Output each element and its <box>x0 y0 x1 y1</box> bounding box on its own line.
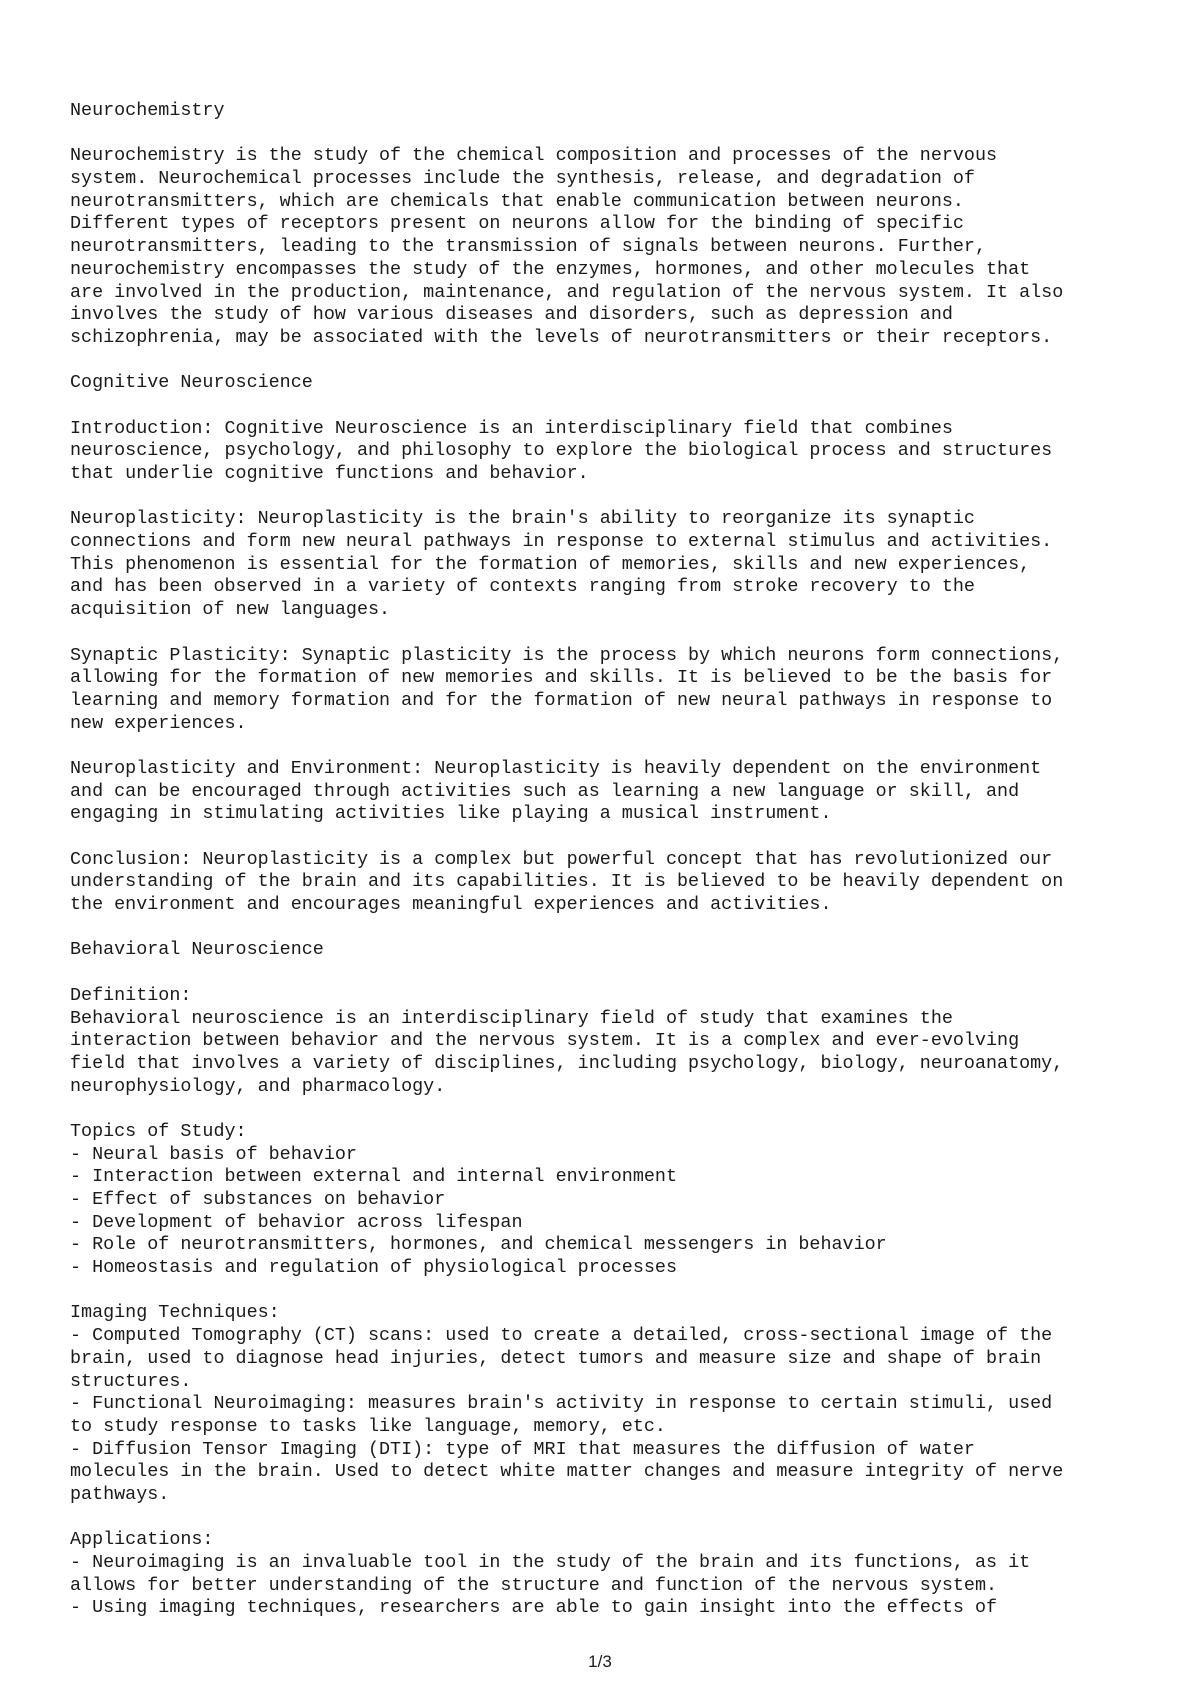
text-line: Different types of receptors present on neurons allow for the binding of specific <box>70 213 964 235</box>
page-number: 1/3 <box>588 1652 612 1671</box>
text-line: Behavioral neuroscience is an interdisciplinary field of study that examines the <box>70 1007 953 1029</box>
text-line: - Homeostasis and regulation of physiological processes <box>70 1257 677 1279</box>
text-line: Neuroplasticity: Neuroplasticity is the brain's ability to reorganize its synaptic <box>70 508 975 530</box>
text-line: Synaptic Plasticity: Synaptic plasticity is the process by which neurons form connections, <box>70 644 1064 666</box>
text-line: brain, used to diagnose head injuries, detect tumors and measure size and shape of brain <box>70 1347 1042 1369</box>
text-line: neurotransmitters, which are chemicals that enable communication between neurons. <box>70 190 964 212</box>
text-line: schizophrenia, may be associated with the levels of neurotransmitters or their receptors. <box>70 326 1053 348</box>
text-line: Definition: <box>70 984 192 1006</box>
text-line <box>70 1098 1150 1121</box>
text-line: system. Neurochemical processes include the synthesis, release, and degradation of <box>70 168 975 190</box>
text-line <box>70 350 1150 373</box>
text-line: Topics of Study: <box>70 1120 247 1142</box>
text-line: and has been observed in a variety of contexts ranging from stroke recovery to the <box>70 576 975 598</box>
text-line: - Role of neurotransmitters, hormones, and chemical messengers in behavior <box>70 1234 887 1256</box>
text-line <box>70 395 1150 418</box>
text-line: that underlie cognitive functions and behavior. <box>70 463 589 484</box>
text-line: Introduction: Cognitive Neuroscience is an interdisciplinary field that combines <box>70 417 953 439</box>
text-line: structures. <box>70 1370 192 1392</box>
text-line <box>70 1507 1150 1530</box>
document-body <box>70 100 1150 1620</box>
text-line: - Development of behavior across lifespan <box>70 1211 523 1233</box>
text-line: pathways. <box>70 1483 170 1505</box>
text-line: allows for better understanding of the structure and function of the nervous system. <box>70 1574 998 1596</box>
text-line <box>70 735 1150 758</box>
text-line: new experiences. <box>70 712 247 734</box>
text-line: Conclusion: Neuroplasticity is a complex but powerful concept that has revolutionized our <box>70 848 1053 870</box>
text-line: Applications: <box>70 1529 214 1551</box>
text-line: - Computed Tomography (CT) scans: used to create a detailed, cross-sectional image of the <box>70 1325 1053 1347</box>
text-line: learning and memory formation and for the formation of new neural pathways in response to <box>70 689 1053 711</box>
text-line <box>70 826 1150 849</box>
text-line: - Neuroimaging is an invaluable tool in the study of the brain and its functions, as it <box>70 1552 1031 1573</box>
text-line: engaging in stimulating activities like playing a musical instrument. <box>70 803 832 825</box>
text-line: - Effect of substances on behavior <box>70 1189 446 1210</box>
text-line <box>70 1280 1150 1303</box>
text-line: - Functional Neuroimaging: measures brain's activity in response to certain stimuli, used <box>70 1393 1053 1415</box>
text-line: neurochemistry encompasses the study of the enzymes, hormones, and other molecules that <box>70 258 1031 280</box>
text-line: - Neural basis of behavior <box>70 1143 357 1165</box>
text-line: molecules in the brain. Used to detect white matter changes and measure integrity of nerve <box>70 1461 1064 1483</box>
text-line <box>70 622 1150 645</box>
text-line <box>70 486 1150 509</box>
text-line: interaction between behavior and the nervous system. It is a complex and ever-evolving <box>70 1030 1020 1052</box>
text-line: Neurochemistry <box>70 100 225 121</box>
text-line: and can be encouraged through activities such as learning a new language or skill, and <box>70 780 1020 802</box>
text-line: neuroscience, psychology, and philosophy to explore the biological process and structures <box>70 440 1053 462</box>
text-line: acquisition of new languages. <box>70 599 391 621</box>
text-line: field that involves a variety of disciplines, including psychology, biology, neuroanatomy, <box>70 1052 1064 1074</box>
text-line: are involved in the production, maintenance, and regulation of the nervous system. It also <box>70 281 1064 303</box>
text-line: connections and form new neural pathways in response to external stimulus and activities. <box>70 531 1053 553</box>
text-line: Neurochemistry is the study of the chemical composition and processes of the nervous <box>70 145 998 167</box>
text-line <box>70 123 1150 146</box>
text-line: neurophysiology, and pharmacology. <box>70 1075 446 1097</box>
text-line: - Using imaging techniques, researchers are able to gain insight into the effects of <box>70 1597 998 1619</box>
text-line: Cognitive Neuroscience <box>70 372 313 394</box>
text-line: involves the study of how various diseases and disorders, such as depression and <box>70 304 953 326</box>
text-line <box>70 962 1150 985</box>
text-line: Behavioral Neuroscience <box>70 939 324 961</box>
text-line: Imaging Techniques: <box>70 1302 280 1324</box>
text-line: Neuroplasticity and Environment: Neuroplasticity is heavily dependent on the environment <box>70 757 1042 779</box>
text-line <box>70 917 1150 940</box>
text-line: - Interaction between external and internal environment <box>70 1166 677 1188</box>
text-line: - Diffusion Tensor Imaging (DTI): type of MRI that measures the diffusion of water <box>70 1438 975 1460</box>
text-line: neurotransmitters, leading to the transmission of signals between neurons. Further, <box>70 236 987 258</box>
text-line: allowing for the formation of new memories and skills. It is believed to be the basis for <box>70 667 1053 689</box>
text-line: to study response to tasks like language, memory, etc. <box>70 1415 666 1437</box>
text-line: understanding of the brain and its capabilities. It is believed to be heavily dependent on <box>70 871 1064 893</box>
text-line: This phenomenon is essential for the formation of memories, skills and new experiences, <box>70 553 1031 575</box>
text-line: the environment and encourages meaningful experiences and activities. <box>70 894 832 916</box>
